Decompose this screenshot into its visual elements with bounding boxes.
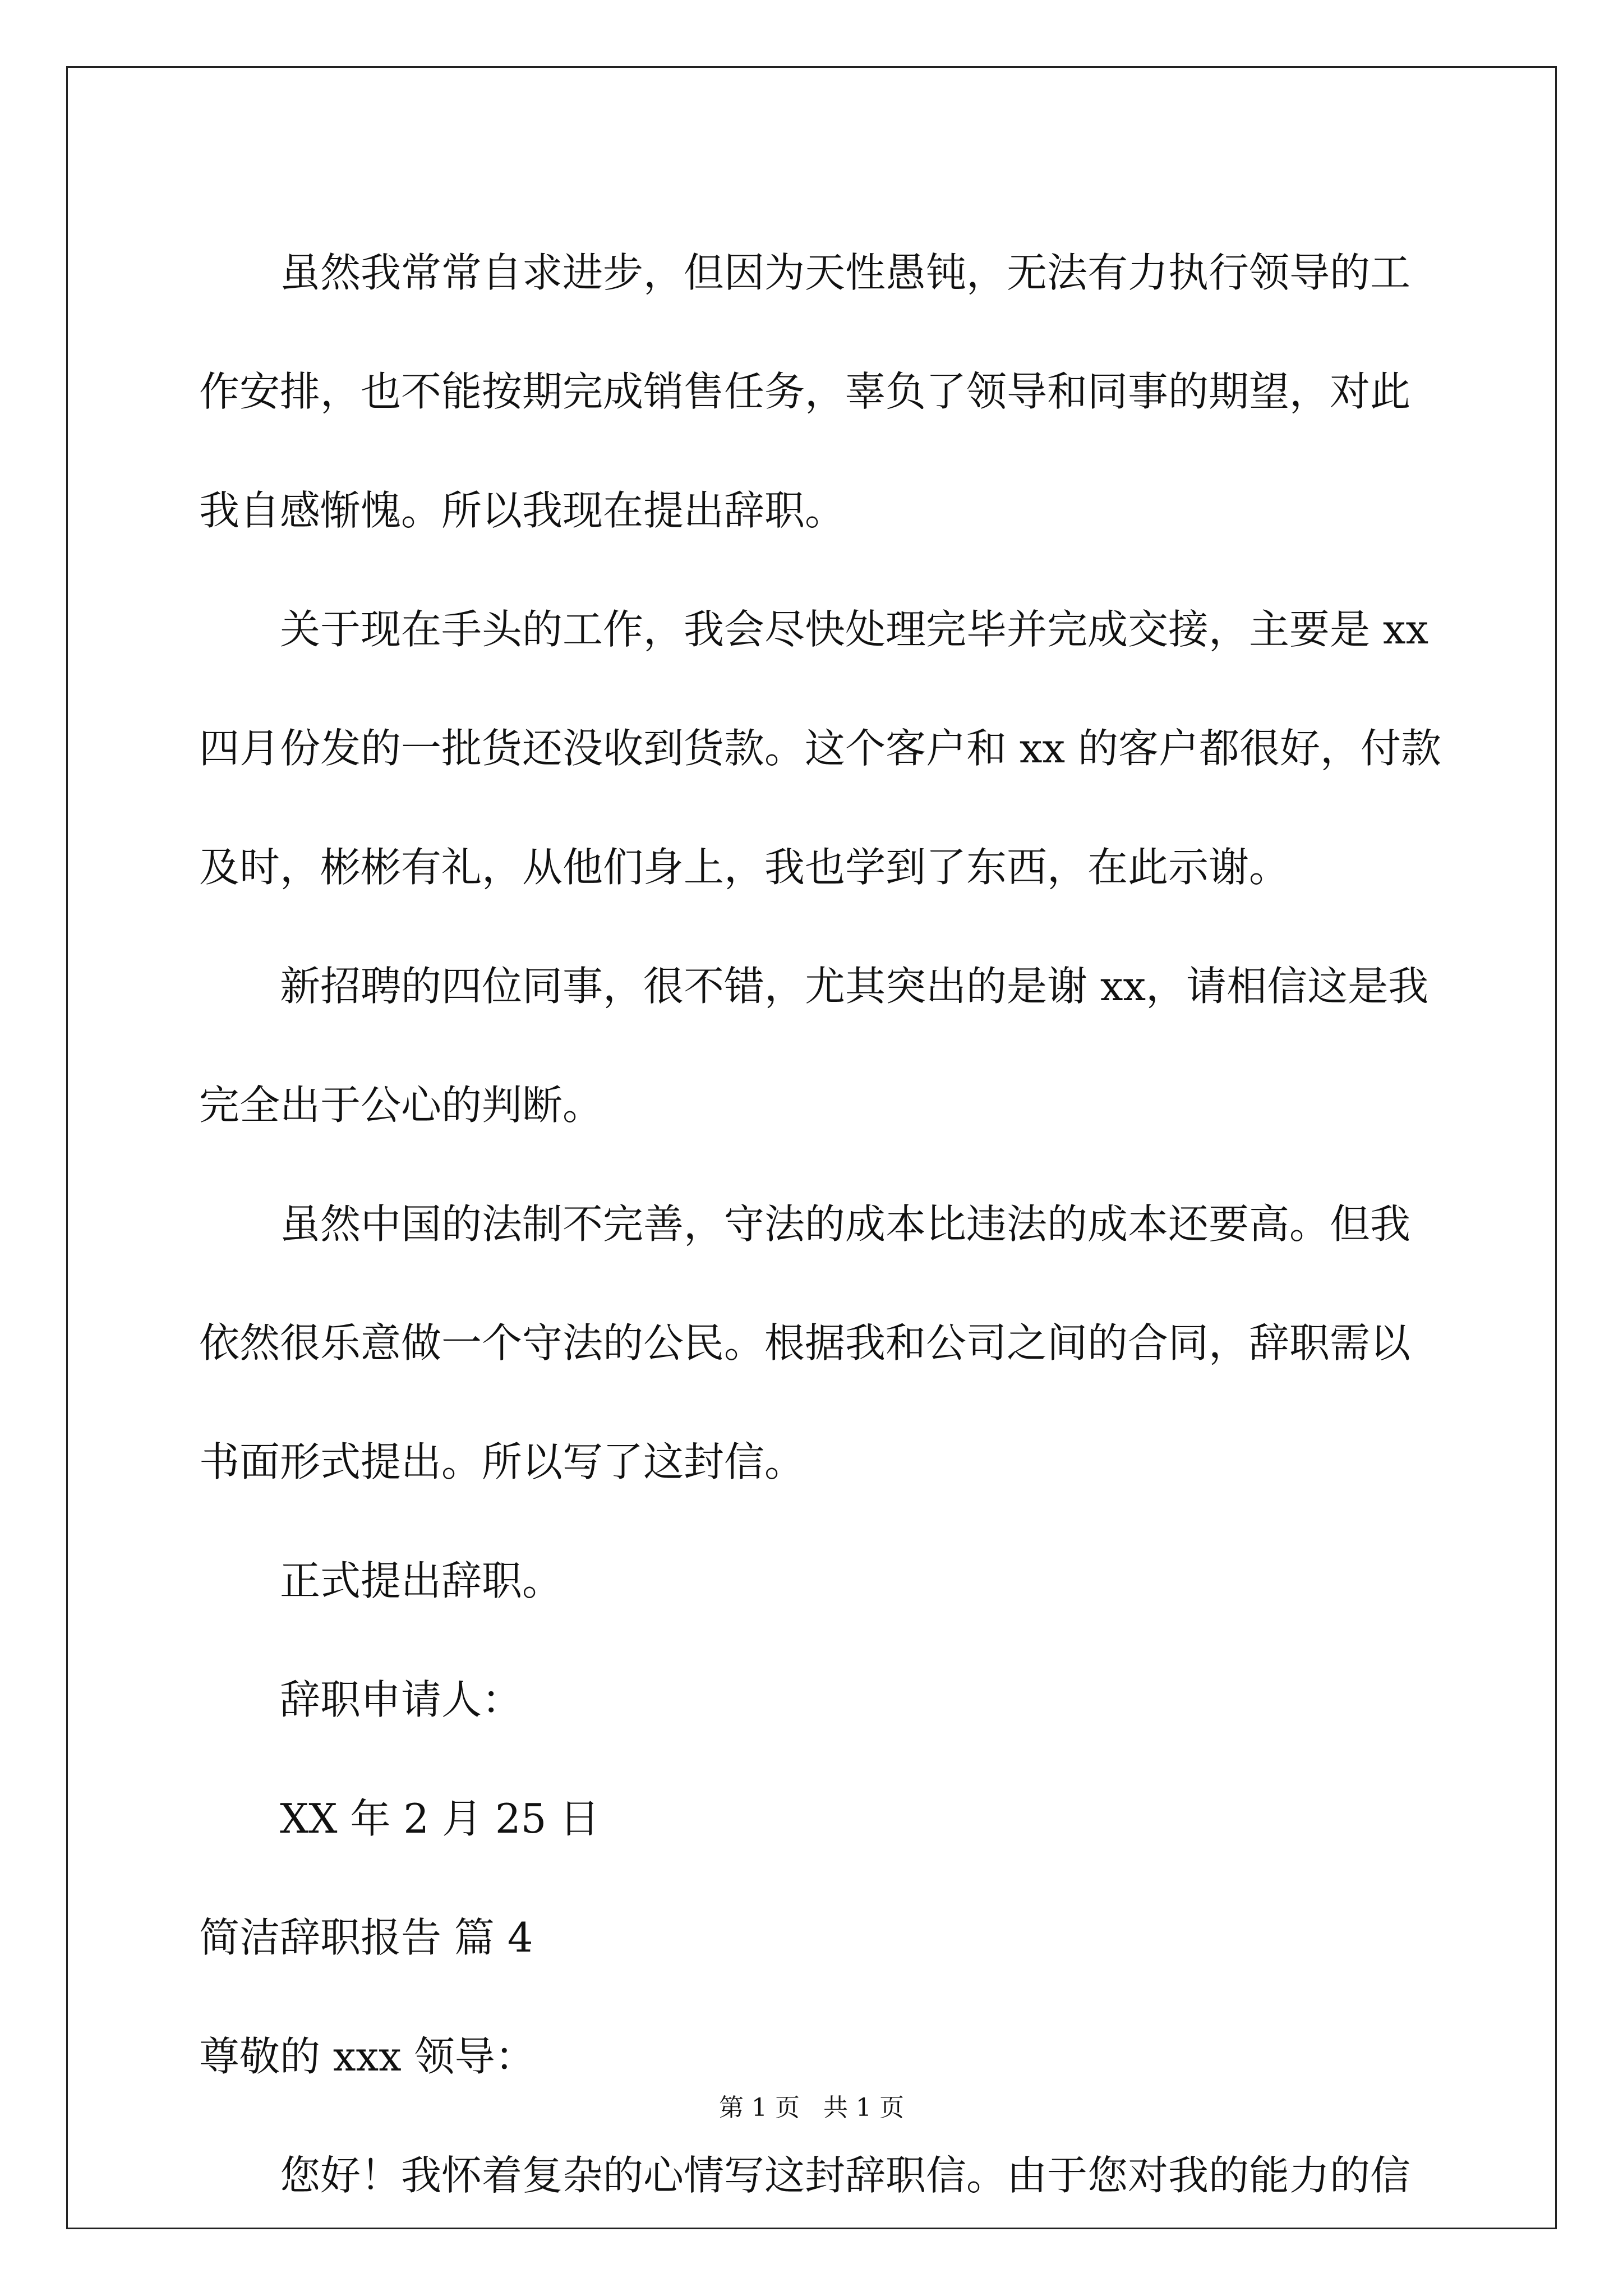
- text-line: 四月份发的一批货还没收到货款。这个客户和 xx 的客户都很好，付款: [199, 725, 1441, 772]
- text-line: 完全出于公心的判断。: [199, 1082, 603, 1129]
- signature-label: 辞职申请人：: [280, 1676, 523, 1723]
- text-line: 关于现在手头的工作，我会尽快处理完毕并完成交接，主要是 xx: [280, 606, 1429, 653]
- text-line: 书面形式提出。所以写了这封信。: [199, 1438, 805, 1485]
- page-footer: 第 1 页 共 1 页: [719, 2093, 904, 2122]
- date-line: XX 年 2 月 25 日: [280, 1795, 600, 1842]
- text-line: 作安排，也不能按期完成销售任务，辜负了领导和同事的期望，对此: [199, 368, 1411, 415]
- text-line: 虽然我常常自求进步，但因为天性愚钝，无法有力执行领导的工: [280, 249, 1411, 296]
- text-line: 及时，彬彬有礼，从他们身上，我也学到了东西，在此示谢。: [199, 844, 1290, 891]
- text-line: 虽然中国的法制不完善，守法的成本比违法的成本还要高。但我: [280, 1200, 1411, 1248]
- text-line: 正式提出辞职。: [280, 1557, 563, 1604]
- text-line: 您好！我怀着复杂的心情写这封辞职信。由于您对我的能力的信: [280, 2152, 1411, 2199]
- text-line: 依然很乐意做一个守法的公民。根据我和公司之间的合同，辞职需以: [199, 1319, 1411, 1366]
- section-heading: 简洁辞职报告 篇 4: [199, 1914, 533, 1961]
- text-line: 我自感惭愧。所以我现在提出辞职。: [199, 487, 846, 534]
- document-body: [199, 213, 1441, 2235]
- text-line: 新招聘的四位同事，很不错，尤其突出的是谢 xx，请相信这是我: [280, 963, 1429, 1010]
- salutation: 尊敬的 xxx 领导：: [199, 2033, 536, 2080]
